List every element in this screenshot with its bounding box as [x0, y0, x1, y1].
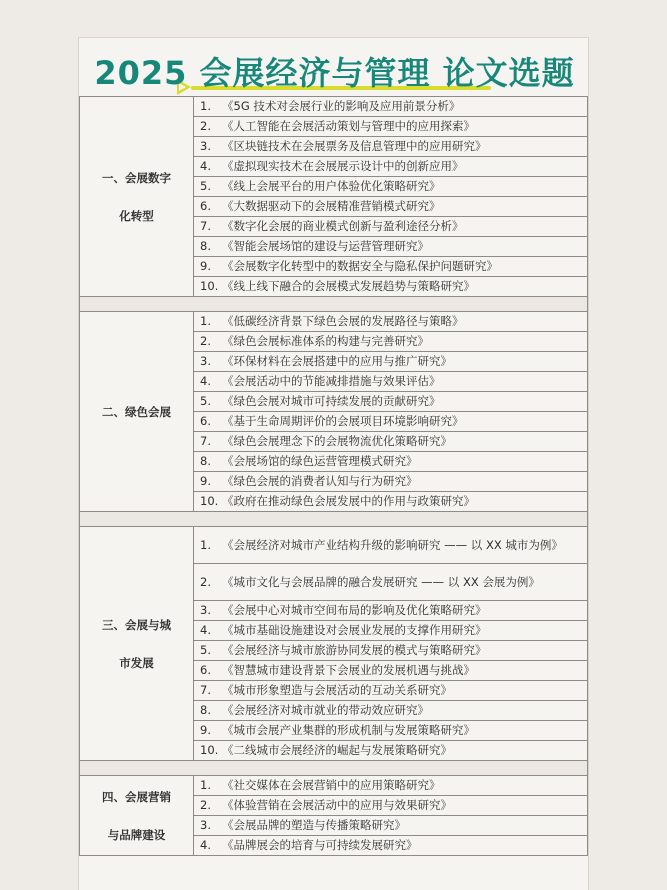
category-line2: 化转型 [119, 208, 154, 223]
topic-title: 《绿色会展标准体系的构建与完善研究》 [222, 334, 429, 348]
topic-item [194, 412, 588, 432]
topic-item [194, 452, 588, 472]
topic-title: 《基于生命周期评价的会展项目环境影响研究》 [222, 414, 464, 428]
topic-number: 3. [200, 354, 211, 368]
topic-title: 《政府在推动绿色会展发展中的作用与政策研究》 [222, 494, 475, 508]
topic-title: 《品牌展会的培育与可持续发展研究》 [222, 838, 418, 852]
topic-title: 《会展活动中的节能减排措施与效果评估》 [222, 374, 441, 388]
topic-number: 1. [200, 778, 211, 792]
topic-title: 《会展中心对城市空间布局的影响及优化策略研究》 [222, 603, 487, 617]
topic-item [194, 621, 588, 641]
page-title: 2025 会展经济与管理 论文选题 [94, 54, 575, 92]
topic-title: 《会展经济对城市就业的带动效应研究》 [222, 703, 429, 717]
topic-item [194, 352, 588, 372]
topic-item [194, 97, 588, 117]
topic-item [194, 816, 588, 836]
category-label [80, 312, 194, 512]
topic-number: 3. [200, 603, 211, 617]
topic-item [194, 217, 588, 237]
topic-number: 8. [200, 239, 211, 253]
topic-item [194, 601, 588, 621]
topic-item [194, 157, 588, 177]
topic-item [194, 277, 588, 297]
topic-item [194, 721, 588, 741]
category-line2: 与品牌建设 [107, 827, 166, 842]
topic-title: 《二线城市会展经济的崛起与发展策略研究》 [222, 743, 452, 757]
topic-title: 《会展品牌的塑造与传播策略研究》 [222, 818, 406, 832]
topic-item [194, 641, 588, 661]
topic-number: 7. [200, 219, 211, 233]
topic-item [194, 492, 588, 512]
topic-number: 2. [200, 334, 211, 348]
topic-title: 《会展经济与城市旅游协同发展的模式与策略研究》 [222, 643, 487, 657]
topic-item [194, 137, 588, 157]
category-line2: 市发展 [119, 655, 154, 670]
topic-number: 4. [200, 374, 211, 388]
topic-item [194, 237, 588, 257]
topic-number: 5. [200, 179, 211, 193]
section-divider [80, 297, 588, 312]
topic-item [194, 564, 588, 601]
topic-number: 10. [200, 494, 219, 508]
topic-title: 《城市基础设施建设对会展业发展的支撑作用研究》 [222, 623, 487, 637]
category-label [80, 97, 194, 297]
topic-item [194, 472, 588, 492]
topic-number: 3. [200, 818, 211, 832]
topic-title: 《线上会展平台的用户体验优化策略研究》 [222, 179, 441, 193]
topic-number: 6. [200, 199, 211, 213]
topic-title: 《智慧城市建设背景下会展业的发展机遇与挑战》 [222, 663, 475, 677]
topic-number: 1. [200, 314, 211, 328]
topic-title: 《线上线下融合的会展模式发展趋势与策略研究》 [222, 279, 475, 293]
topic-title: 《区块链技术在会展票务及信息管理中的应用研究》 [222, 139, 487, 153]
topic-number: 2. [200, 798, 211, 812]
topic-item [194, 432, 588, 452]
topic-number: 2. [200, 574, 211, 589]
topic-number: 8. [200, 454, 211, 468]
topic-number: 8. [200, 703, 211, 717]
topic-title: 《低碳经济背景下绿色会展的发展路径与策略》 [222, 314, 464, 328]
topic-number: 7. [200, 434, 211, 448]
topic-number: 9. [200, 259, 211, 273]
table-row [80, 527, 588, 564]
topic-item [194, 796, 588, 816]
topic-title: 《环保材料在会展搭建中的应用与推广研究》 [222, 354, 452, 368]
category-label [80, 776, 194, 856]
topic-number: 7. [200, 683, 211, 697]
section-divider [80, 761, 588, 776]
topic-number: 9. [200, 723, 211, 737]
topics-table [79, 96, 588, 856]
topic-item [194, 661, 588, 681]
topic-item [194, 197, 588, 217]
topic-number: 3. [200, 139, 211, 153]
topic-number: 4. [200, 623, 211, 637]
topic-number: 5. [200, 394, 211, 408]
topic-number: 5. [200, 643, 211, 657]
category-line1: 一、会展数字 [102, 170, 171, 185]
topic-title: 《体验营销在会展活动中的应用与效果研究》 [222, 798, 452, 812]
section-divider-cell [80, 512, 588, 527]
topic-title: 《会展经济对城市产业结构升级的影响研究 —— 以 XX 城市为例》 [222, 537, 563, 552]
section-divider-cell [80, 761, 588, 776]
topic-number: 9. [200, 474, 211, 488]
topic-number: 2. [200, 119, 211, 133]
topic-number: 6. [200, 663, 211, 677]
topic-title: 《城市会展产业集群的形成机制与发展策略研究》 [222, 723, 475, 737]
topic-title: 《会展数字化转型中的数据安全与隐私保护问题研究》 [222, 259, 498, 273]
topic-title: 《绿色会展对城市可持续发展的贡献研究》 [222, 394, 441, 408]
topic-item [194, 527, 588, 564]
topic-item [194, 312, 588, 332]
topic-title: 《大数据驱动下的会展精准营销模式研究》 [222, 199, 441, 213]
topic-title: 《社交媒体在会展营销中的应用策略研究》 [222, 778, 441, 792]
topic-title: 《城市形象塑造与会展活动的互动关系研究》 [222, 683, 452, 697]
topic-item [194, 332, 588, 352]
topic-number: 6. [200, 414, 211, 428]
topic-item [194, 117, 588, 137]
topic-number: 1. [200, 99, 211, 113]
topic-title: 《会展场馆的绿色运营管理模式研究》 [222, 454, 418, 468]
topic-item [194, 681, 588, 701]
topic-number: 4. [200, 838, 211, 852]
topic-title: 《人工智能在会展活动策划与管理中的应用探索》 [222, 119, 475, 133]
category-line1: 四、会展营销 [102, 789, 171, 804]
title-banner [79, 38, 590, 96]
table-row [80, 312, 588, 332]
category-line1: 二、绿色会展 [102, 404, 171, 419]
topic-number: 4. [200, 159, 211, 173]
category-line1: 三、会展与城 [102, 617, 171, 632]
topic-item [194, 372, 588, 392]
topic-item [194, 257, 588, 277]
section-divider [80, 512, 588, 527]
topic-number: 10. [200, 743, 219, 757]
topic-title: 《数字化会展的商业模式创新与盈利途径分析》 [222, 219, 464, 233]
topic-item [194, 836, 588, 856]
topic-title: 《虚拟现实技术在会展展示设计中的创新应用》 [222, 159, 464, 173]
topic-title: 《城市文化与会展品牌的融合发展研究 —— 以 XX 会展为例》 [222, 574, 540, 589]
topic-item [194, 701, 588, 721]
topic-title: 《绿色会展的消费者认知与行为研究》 [222, 474, 418, 488]
topic-title: 《5G 技术对会展行业的影响及应用前景分析》 [222, 99, 461, 113]
topic-sheet [78, 37, 589, 890]
topic-title: 《绿色会展理念下的会展物流优化策略研究》 [222, 434, 452, 448]
section-divider-cell [80, 297, 588, 312]
topic-number: 1. [200, 537, 211, 552]
table-row [80, 97, 588, 117]
topic-number: 10. [200, 279, 219, 293]
topic-item [194, 177, 588, 197]
topic-item [194, 392, 588, 412]
category-label [80, 527, 194, 761]
topic-item [194, 776, 588, 796]
topic-item [194, 741, 588, 761]
table-row [80, 776, 588, 796]
topic-title: 《智能会展场馆的建设与运营管理研究》 [222, 239, 429, 253]
